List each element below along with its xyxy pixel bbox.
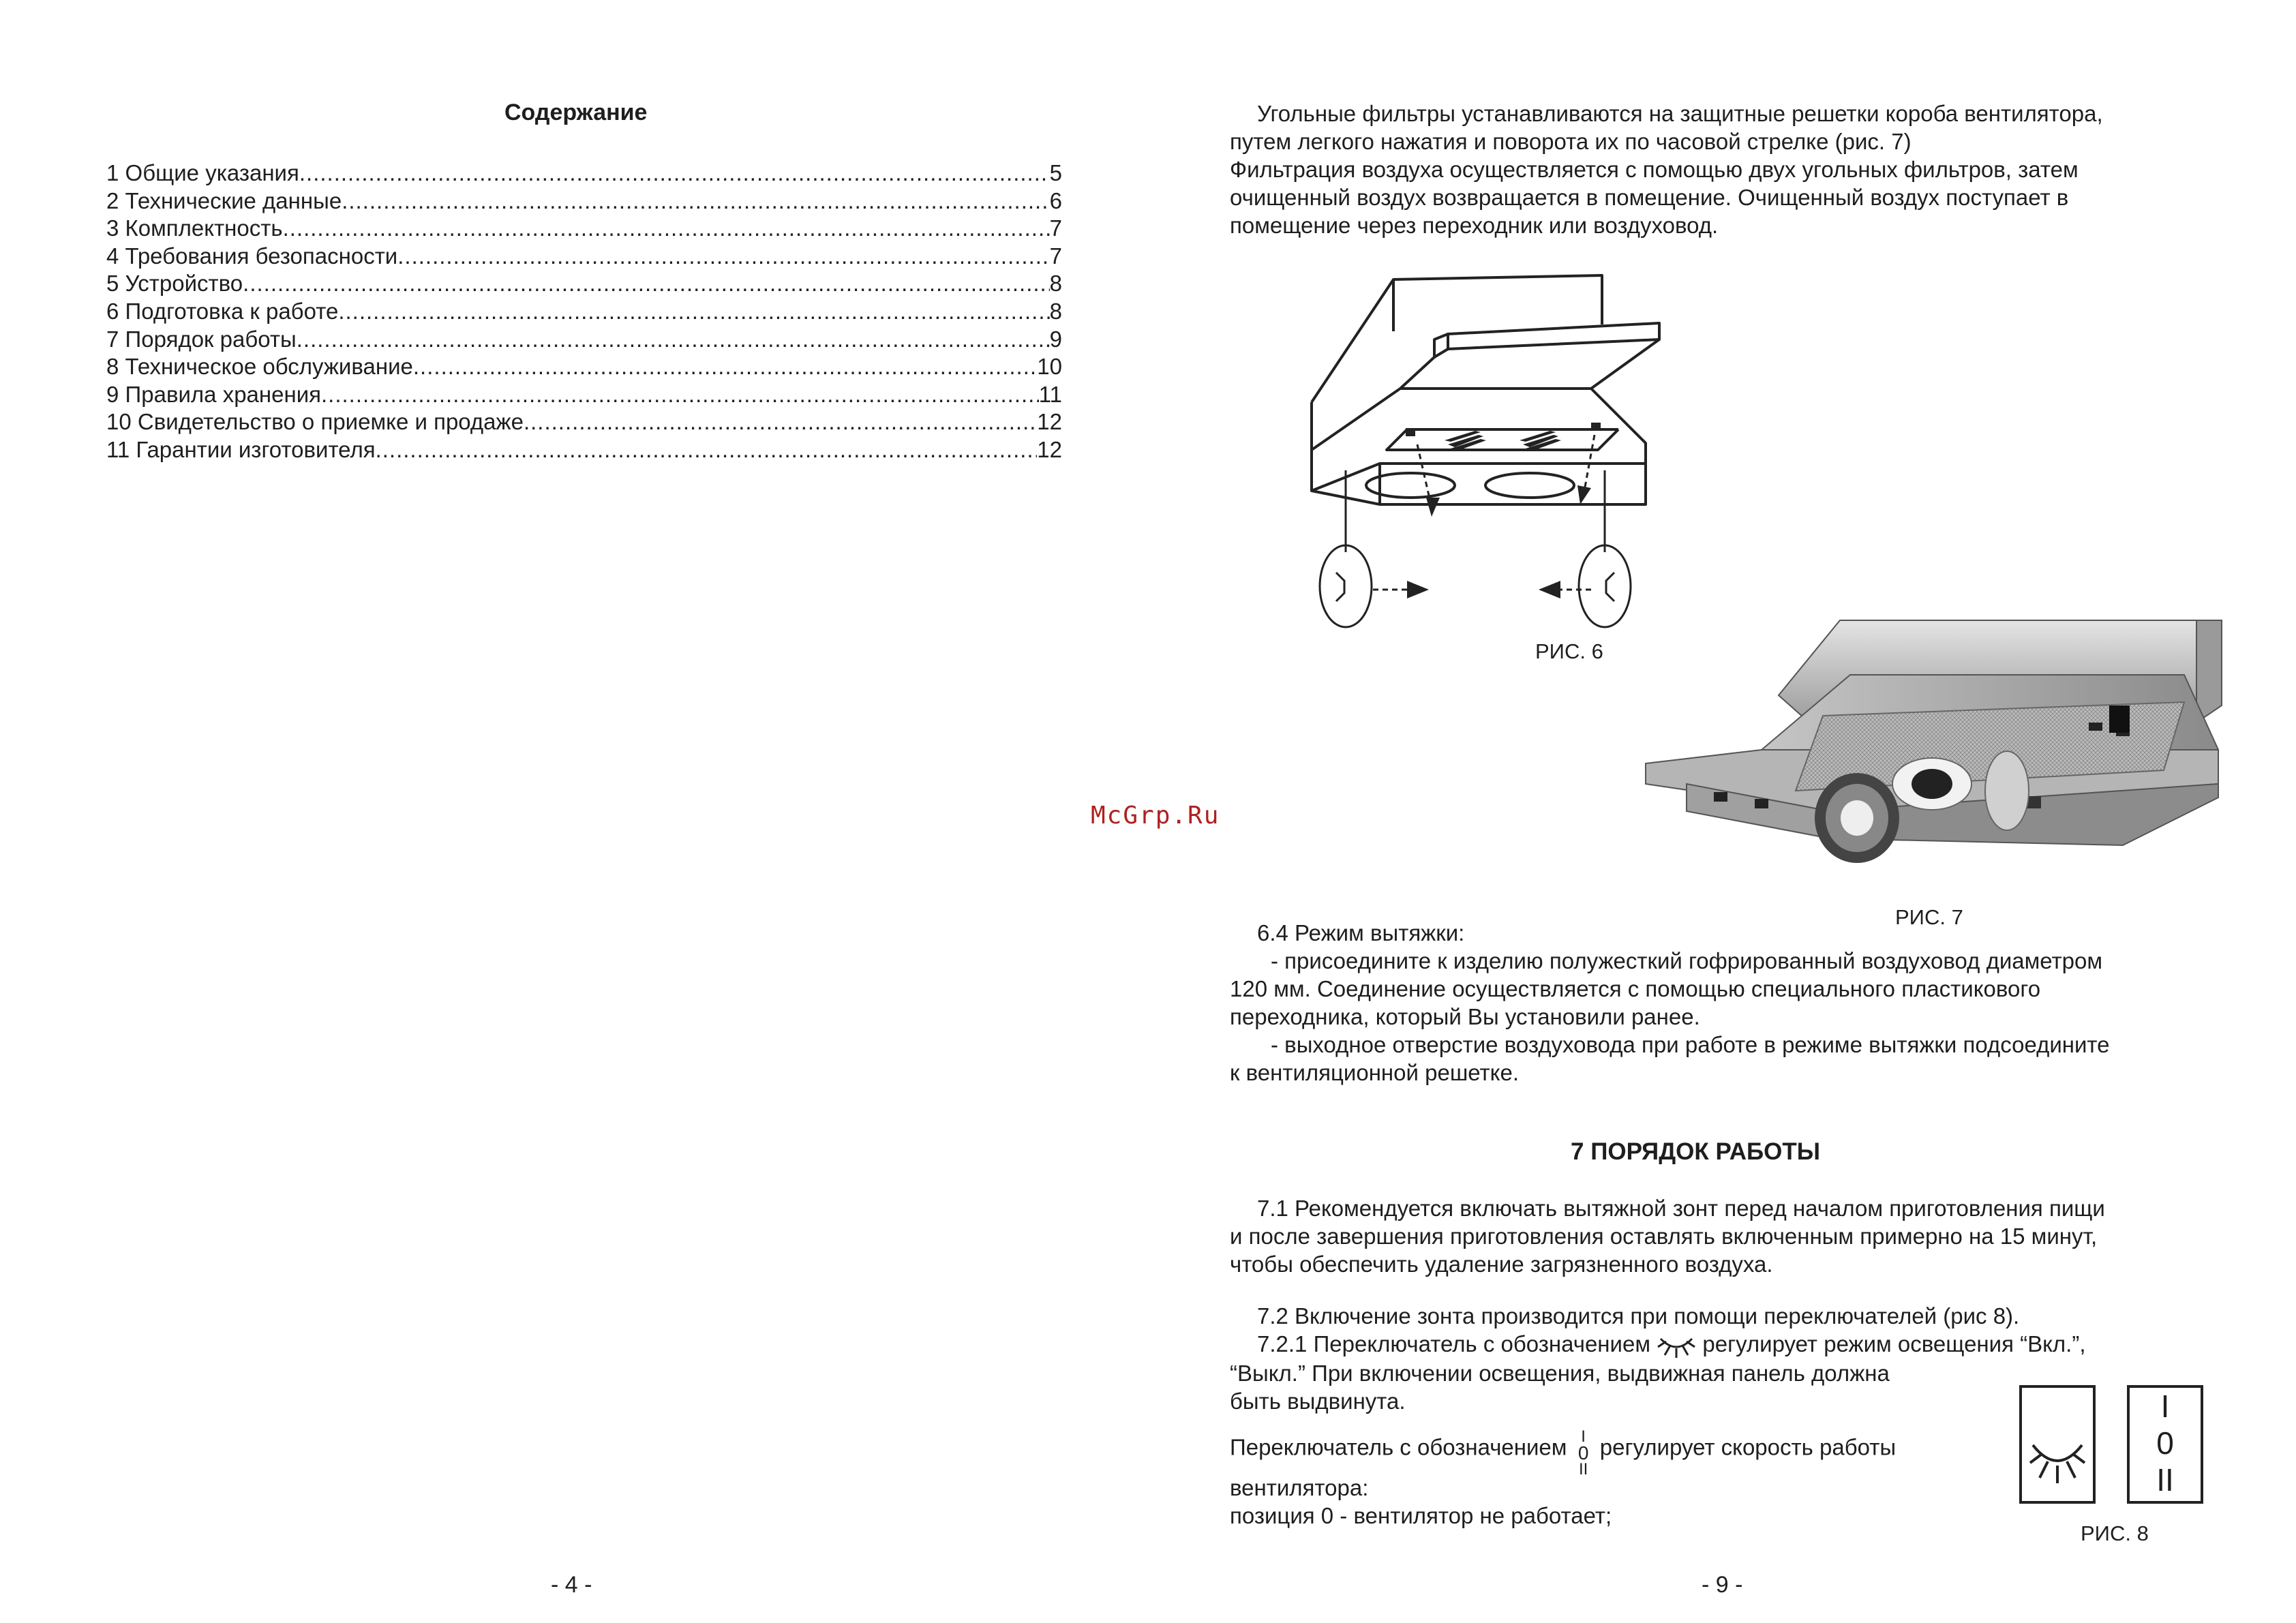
toc-entry-title: 1 Общие указания [106,160,299,185]
figure-7-caption: РИС. 7 [1895,905,1963,929]
table-of-contents [106,160,1062,464]
toc-entry [106,408,1062,436]
toc-entry-title: 6 Подготовка к работе [106,298,339,324]
toc-entry-page: 9 [1049,326,1062,352]
toc-entry-title: 9 Правила хранения [106,381,321,407]
right-page [1148,0,2296,1623]
toc-entry-page: 8 [1049,298,1062,324]
figure-8-caption: РИС. 8 [2081,1521,2149,1545]
toc-entry [106,160,1062,187]
toc-title: Содержание [504,100,648,125]
speed-symbol-mid: 0 [1577,1442,1589,1463]
watermark: McGrp.Ru [1091,802,1220,830]
toc-entry [106,187,1062,215]
toc-entry-page: 12 [1037,436,1062,462]
toc-entry [106,243,1062,271]
text-line: вентилятора: [1230,1475,1369,1500]
paragraph-7-2 [1230,1302,2086,1415]
text-line: быть выдвинута. [1230,1389,1406,1414]
toc-entry [106,215,1062,243]
toc-entry-title: 7 Порядок работы [106,326,297,352]
light-switch [2019,1385,2096,1504]
light-icon [2029,1436,2086,1485]
text-line: к вентиляционной решетке. [1230,1060,1519,1085]
figure-8-switches [2019,1385,2251,1515]
intro-paragraph [1230,100,2103,239]
text-span: 7.2.1 Переключатель с обозначением [1257,1331,1651,1356]
text-line: переходника, который Вы установили ранее. [1230,1004,1700,1029]
speed-symbol-bottom: II [2156,1462,2174,1498]
toc-entry [106,381,1062,409]
speed-switch [2127,1385,2203,1504]
toc-entry-title: 10 Свидетельство о приемке и продаже [106,409,524,435]
text-span: регулирует режим освещения “Вкл.”, [1702,1331,2086,1356]
toc-entry-title: 2 Технические данные [106,187,342,213]
toc-entry [106,326,1062,354]
paragraph-switch [1230,1425,1896,1530]
section-6-4-heading: 6.4 Режим вытяжки: [1257,920,1465,945]
speed-switch-icon [1573,1429,1594,1478]
text-line: “Выкл.” При включении освещения, выдвижная панель должна [1230,1361,1890,1386]
speed-symbol-top: I [2160,1389,2170,1424]
speed-symbol-bottom: II [1578,1460,1588,1478]
text-line: и после завершения приготовления оставлять включенным примерно на 15 минут, [1230,1224,2098,1249]
figure-6-hood-drawing [1305,266,1659,634]
page-number-left: - 4 - [551,1572,592,1598]
figure-7-hood-illustration [1646,613,2222,900]
toc-entry-page: 12 [1037,409,1062,435]
text-span: регулирует скорость работы [1599,1434,1897,1460]
toc-entry-title: 11 Гарантии изготовителя [106,436,376,462]
page-number-right: - 9 - [1702,1572,1743,1598]
text-line: Фильтрация воздуха осуществляется с помощью двух угольных фильтров, затем [1230,157,2079,182]
text-span: Переключатель с обозначением [1230,1434,1567,1460]
paragraph-7-1 [1230,1194,2105,1278]
toc-entry-title: 5 Устройство [106,271,243,297]
text-line: 7.2 Включение зонта производится при помощи переключателей (рис 8). [1257,1303,2020,1329]
toc-entry-page: 10 [1037,354,1062,380]
toc-entry [106,270,1062,298]
text-line: - выходное отверстие воздуховода при работе в режиме вытяжки подсоедините [1271,1032,2110,1057]
toc-entry [106,353,1062,381]
text-line: очищенный воздух возвращается в помещение. Очищенный воздух поступает в [1230,185,2069,210]
section-6-4 [1230,919,2110,1087]
text-line: путем легкого нажатия и поворота их по часовой стрелке (рис. 7) [1230,129,1912,154]
toc-entry [106,298,1062,326]
toc-entry-page: 7 [1049,243,1062,269]
toc-entry-page: 11 [1038,381,1062,407]
toc-entry-title: 8 Техническое обслуживание [106,354,413,380]
toc-entry-page: 8 [1049,271,1062,297]
text-line [1230,1425,1897,1478]
toc-entry-page: 6 [1049,187,1062,213]
speed-symbol-mid: 0 [2156,1425,2174,1461]
toc-entry-title: 4 Требования безопасности [106,243,398,269]
section-7-title: 7 ПОРЯДОК РАБОТЫ [1571,1138,1821,1165]
text-line [1230,1330,2086,1359]
text-line: Угольные фильтры устанавливаются на защитные решетки короба вентилятора, [1257,101,2103,126]
text-line: 7.1 Рекомендуется включать вытяжной зонт перед началом приготовления пищи [1257,1196,2105,1221]
toc-entry-title: 3 Комплектность [106,215,283,241]
toc-entry [106,436,1062,464]
text-line: - присоедините к изделию полужесткий гофрированный воздуховод диаметром [1271,948,2103,973]
text-line: помещение через переходник или воздуховод. [1230,213,1719,238]
toc-entry-page: 7 [1049,215,1062,241]
text-line: 120 мм. Соединение осуществляется с помощью специального пластикового [1230,976,2041,1001]
text-line: чтобы обеспечить удаление загрязненного воздуха. [1230,1252,1773,1277]
toc-entry-page: 5 [1049,160,1062,185]
text-line: позиция 0 - вентилятор не работает; [1230,1503,1612,1528]
figure-6-caption: РИС. 6 [1535,639,1603,663]
speed-symbol-top: I [1581,1427,1586,1446]
light-icon [1657,1332,1696,1359]
